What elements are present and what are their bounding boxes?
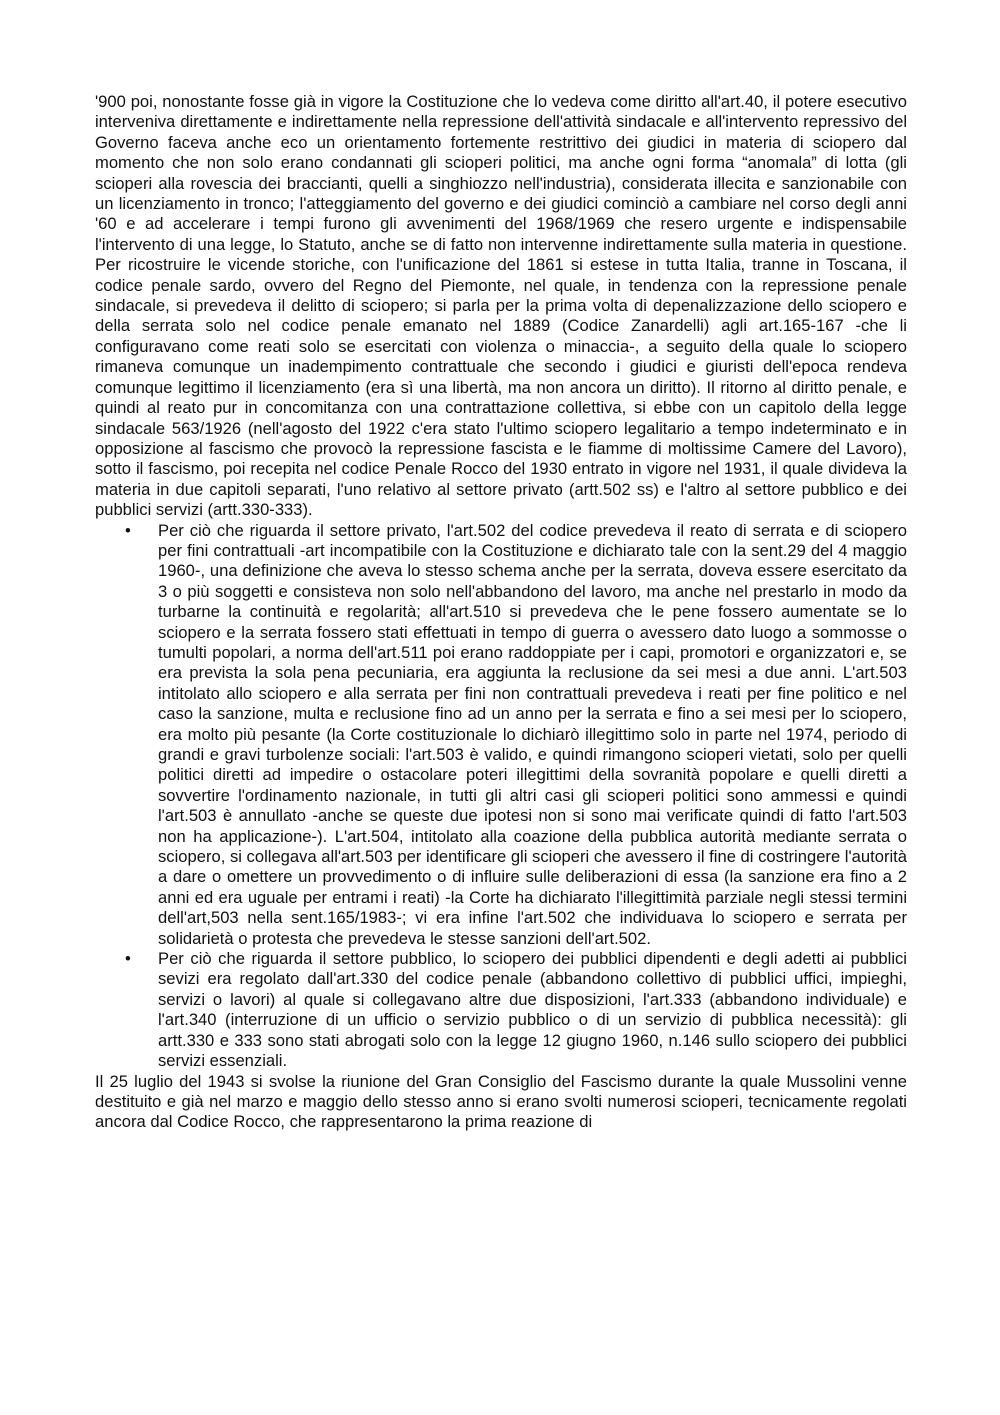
intro-paragraph: '900 poi, nonostante fosse già in vigore la Costituzione che lo vedeva come diritto all'art.40, il potere esecutivo interveniva direttamente e indirettamente nella repressione dell'attività sindacale e all'intervento repressivo del Governo faceva anche eco un orientamento fortemente restrittivo dei giudici in materia di sciopero dal momento che non solo erano condannati gli scioperi politici, ma anche ogni forma “anomala” di lotta (gli scioperi alla rovescia dei braccianti, quelli a singhiozzo nell'industria), considerata illecita e sanzionabile con un licenziamento in tronco; l'atteggiamento del governo e dei giudici cominciò a cambiare nel corso degli anni '60 e ad accelerare i tempi furono gli avvenimenti del 1968/1969 che resero urgente e indispensabile l'intervento di una legge, lo Statuto, anche se di fatto non intervenne indirettamente sulla materia in questione. Per ricostruire le vicende storiche, con l'unificazione del 1861 si estese in tutta Italia, tranne in Toscana, il codice penale sardo, ovvero del Regno del Piemonte, nel quale, in tendenza con la repressione penale sindacale, si prevedeva il delitto di sciopero; si parla per la prima volta di depenalizzazione dello sciopero e della serrata solo nel codice penale emanato nel 1889 (Codice Zanardelli) agli art.165-167 -che li configuravano come reati solo se esercitati con violenza o minaccia-, a seguito della quale lo sciopero rimaneva comunque un inadempimento contrattuale che secondo i giudici e giuristi dell'epoca rendeva comunque legittimo il licenziamento (era sì una libertà, ma non ancora un diritto). Il ritorno al diritto penale, e quindi al reato pur in concomitanza con una contrattazione collettiva, si ebbe con un capitolo della legge sindacale 563/1926 (nell'agosto del 1922 c'era stato l'ultimo sciopero legalitario a tempo indeterminato e in opposizione al fascismo che provocò la repressione fascista e le fiamme di moltissime Camere del Lavoro), sotto il fascismo, poi recepita nel codice Penale Rocco del 1930 entrato in vigore nel 1931, il quale divideva la materia in due capitoli separati, l'uno relativo al settore privato (artt.502 ss) e l'altro al settore pubblico e dei pubblici servizi (artt.330-333). [95, 92, 907, 520]
list-item [95, 521, 907, 950]
document-page [95, 92, 907, 1133]
bullet-icon: • [125, 949, 131, 969]
bullet-list [95, 521, 907, 1072]
bullet-text-private-sector: Per ciò che riguarda il settore privato, l'art.502 del codice prevedeva il reato di serrata e di sciopero per fini contrattuali -art incompatibile con la Costituzione e dichiarato tale con la sent.29 del 4 maggio 1960-, una definizione che aveva lo stesso schema anche per la serrata, doveva essere esercitato da 3 o più soggetti e consisteva non solo nell'abbandono del lavoro, ma anche nel prestarlo in modo da turbarne la continuità e regolarità; all'art.510 si prevedeva che le pene fossero aumentate se lo sciopero e la serrata fossero stati effettuati in tempo di guerra o avessero dato luogo a sommosse o tumulti popolari, a norma dell'art.511 poi erano raddoppiate per i capi, promotori e organizzatori e, se era prevista la sola pena pecuniaria, era aggiunta la reclusione da sei mesi a due anni. L'art.503 intitolato allo sciopero e alla serrata per fini non contrattuali prevedeva i reati per fine politico e nel caso la sanzione, multa e reclusione fino ad un anno per la serrata e fino a sei mesi per lo sciopero, era molto più pesante (la Corte costituzionale lo dichiarò illegittimo solo in parte nel 1974, periodo di grandi e gravi turbolenze sociali: l'art.503 è valido, e quindi rimangono scioperi vietati, solo per quelli politici diretti ad impedire o ostacolare poteri illegittimi della sovranità popolare e quelli diretti a sovvertire l'ordinamento nazionale, in tutti gli altri casi gli scioperi politici sono ammessi e quindi l'art.503 è annullato -anche se queste due ipotesi non si sono mai verificate quindi di fatto l'art.503 non ha applicazione-). L'art.504, intitolato alla coazione della pubblica autorità mediante serrata o sciopero, si collegava all'art.503 per identificare gli scioperi che avessero il fine di costringere l'autorità a dare o omettere un provvedimento o di influire sulle deliberazioni di essa (la sanzione era fino a 2 anni ed era uguale per entrami i reati) -la Corte ha dichiarato l'illegittimità parziale negli stessi termini dell'art,503 nella sent.165/1983-; vi era infine l'art.502 che individuava lo sciopero e serrata per solidarietà o protesta che prevedeva le stesse sanzioni dell'art.502. [158, 520, 907, 948]
list-item [95, 949, 907, 1071]
bullet-text-public-sector: Per ciò che riguarda il settore pubblico, lo sciopero dei pubblici dipendenti e degli adetti ai pubblici sevizi era regolato dall'art.330 del codice penale (abbandono collettivo di pubblici uffici, impieghi, servizi o lavori) al quale si collegavano altre due disposizioni, l'art.333 (abbandono individuale) e l'art.340 (interruzione di un ufficio o servizio pubblico o di un servizio di pubblica necessità): gli artt.330 e 333 sono stati abrogati solo con la legge 12 giugno 1960, n.146 sullo sciopero dei pubblici servizi essenziali. [158, 949, 907, 1071]
closing-paragraph: Il 25 luglio del 1943 si svolse la riunione del Gran Consiglio del Fascismo durante la quale Mussolini venne destituito e già nel marzo e maggio dello stesso anno si erano svolti numerosi scioperi, tecnicamente regolati ancora dal Codice Rocco, che rappresentarono la prima reazione di [95, 1071, 907, 1132]
bullet-icon: • [125, 520, 131, 540]
